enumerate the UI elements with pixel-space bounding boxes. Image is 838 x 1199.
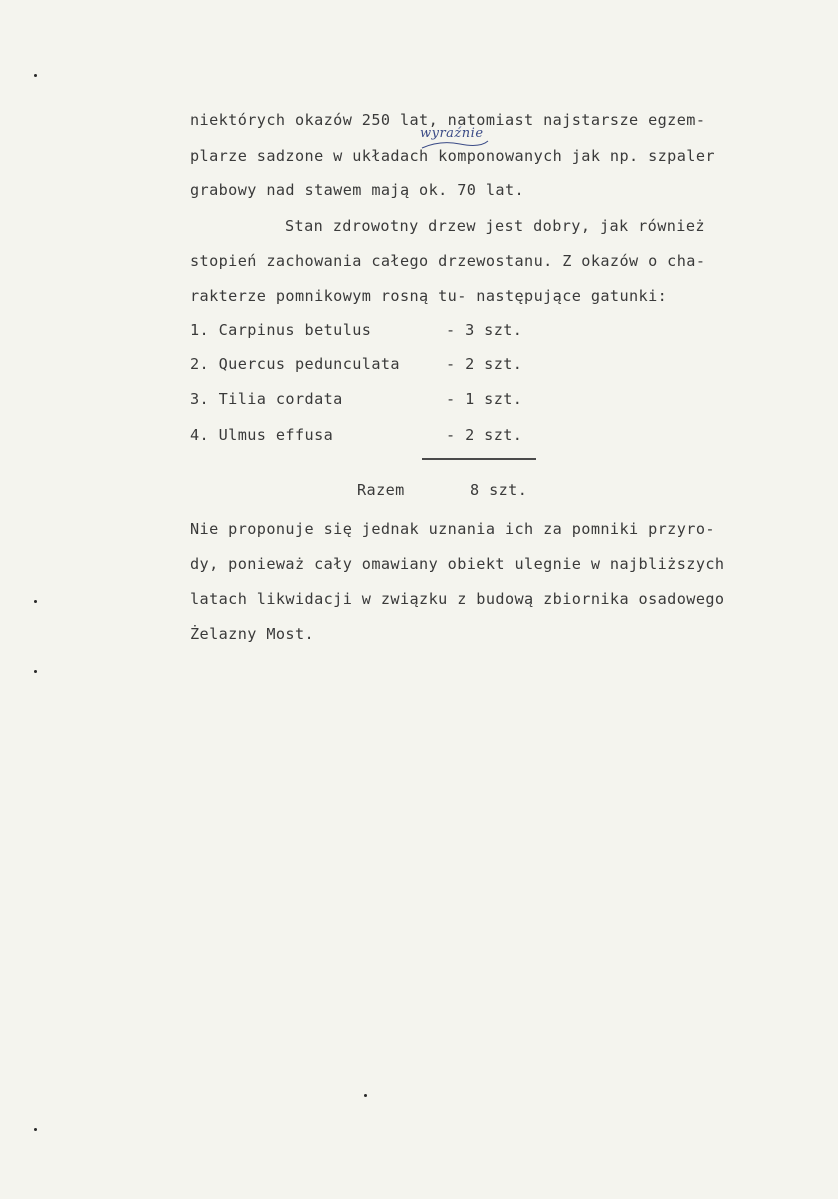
species-row xyxy=(190,392,550,412)
text-line: plarze sadzone w układach komponowanych jak np. szpaler xyxy=(190,147,715,165)
text-line: grabowy nad stawem mają ok. 70 lat. xyxy=(190,181,525,199)
text-line: rakterze pomnikowym rosną tu- następujące gatunki: xyxy=(190,287,668,305)
species-name: 2. Quercus pedunculata xyxy=(190,355,400,373)
species-count: - 2 szt. xyxy=(446,355,523,373)
text-line: stopień zachowania całego drzewostanu. Z okazów o cha- xyxy=(190,252,706,270)
total-value: 8 szt. xyxy=(470,481,528,499)
margin-dot xyxy=(34,74,37,77)
species-count: - 1 szt. xyxy=(446,390,523,408)
species-row xyxy=(190,357,550,377)
species-name: 3. Tilia cordata xyxy=(190,390,343,408)
text-line: Żelazny Most. xyxy=(190,625,315,643)
text-line: Nie proponuje się jednak uznania ich za pomniki przyro- xyxy=(190,520,715,538)
text-line: latach likwidacji w związku z budową zbiornika osadowego xyxy=(190,590,725,608)
margin-dot xyxy=(34,670,37,673)
species-row xyxy=(190,323,550,343)
handwritten-insertion: wyraźnie xyxy=(420,126,484,141)
page-dot xyxy=(364,1094,367,1097)
species-row xyxy=(190,428,550,448)
total-label: Razem xyxy=(357,481,405,499)
margin-dot xyxy=(34,1128,37,1131)
text-line: niektórych okazów 250 lat, natomiast najstarsze egzem- xyxy=(190,111,706,129)
species-name: 1. Carpinus betulus xyxy=(190,321,372,339)
species-count: - 3 szt. xyxy=(446,321,523,339)
sum-divider xyxy=(422,458,536,460)
species-count: - 2 szt. xyxy=(446,426,523,444)
margin-dot xyxy=(34,600,37,603)
text-line: dy, ponieważ cały omawiany obiekt ulegnie w najbliższych xyxy=(190,555,725,573)
handwritten-caret-stroke xyxy=(420,138,490,152)
species-name: 4. Ulmus effusa xyxy=(190,426,334,444)
text-line: Stan zdrowotny drzew jest dobry, jak również xyxy=(285,217,705,235)
